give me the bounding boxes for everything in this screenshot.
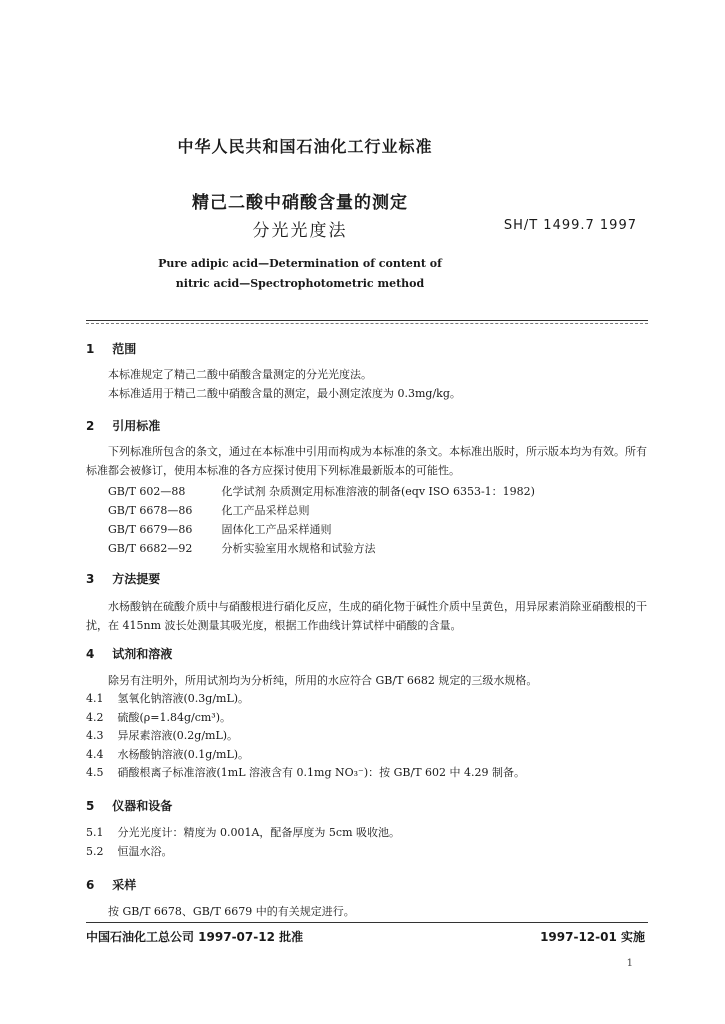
document-title-en xyxy=(0,254,600,294)
section-heading-1 xyxy=(86,340,136,357)
item-text: 异尿素溶液(0.2g/mL)。 xyxy=(117,729,239,743)
section-heading-2 xyxy=(86,417,160,434)
list-item xyxy=(86,824,400,843)
item-number: 5.2 xyxy=(86,844,104,858)
reference-code: GB/T 6682—92 xyxy=(108,542,193,555)
section-number: 6 xyxy=(86,878,95,892)
section-heading-3 xyxy=(86,570,160,587)
section-number: 3 xyxy=(86,572,95,586)
sampling-line: 按 GB/T 6678、GB/T 6679 中的有关规定进行。 xyxy=(108,905,355,918)
section-title: 方法提要 xyxy=(112,572,161,586)
section-title: 采样 xyxy=(112,878,137,892)
section-heading-4 xyxy=(86,645,172,662)
equipment-list xyxy=(86,824,400,861)
references-paragraph: 下列标准所包含的条文，通过在本标准中引用而构成为本标准的条文。本标准出版时，所示版本均为有效。所有标准都会被修订，使用本标准的各方应探讨使用下列标准最新版本的可能性。 xyxy=(86,445,647,477)
reference-list xyxy=(108,482,535,558)
item-number: 5.1 xyxy=(86,826,104,839)
reference-code: GB/T 602—88 xyxy=(108,485,186,498)
reference-title: 分析实验室用水规格和试验方法 xyxy=(221,542,376,555)
item-number: 4.1 xyxy=(86,692,104,705)
implementation-date: 1997-12-01 实施 xyxy=(540,930,645,944)
item-text: 分光光度计：精度为 0.001A，配备厚度为 5cm 吸收池。 xyxy=(117,826,401,839)
reference-item xyxy=(108,501,535,520)
list-item xyxy=(86,843,400,862)
item-text: 硫酸(ρ=1.84g/cm³)。 xyxy=(117,710,232,724)
list-item xyxy=(86,746,525,765)
item-text: 氢氧化钠溶液(0.3g/mL)。 xyxy=(117,692,250,705)
industry-standard-heading: 中华人民共和国石油化工行业标准 xyxy=(177,137,433,156)
title-en-line-2: nitric acid—Spectrophotometric method xyxy=(175,277,425,290)
reference-item xyxy=(108,520,535,539)
reference-title: 固体化工产品采样通则 xyxy=(221,523,332,536)
list-item xyxy=(86,709,525,728)
standard-number: SH/T 1499.7 1997 xyxy=(503,218,637,233)
document-title-cn: 精己二酸中硝酸含量的测定 xyxy=(192,193,408,213)
reference-code: GB/T 6678—86 xyxy=(108,504,193,517)
section-number: 1 xyxy=(86,342,95,356)
document-subtitle-cn: 分光光度法 xyxy=(252,221,348,241)
scope-line-1: 本标准规定了精己二酸中硝酸含量测定的分光光度法。 xyxy=(108,368,372,381)
item-text: 恒温水浴。 xyxy=(117,844,173,858)
list-item xyxy=(86,727,525,746)
reference-item xyxy=(108,539,535,558)
section-number: 5 xyxy=(86,799,95,813)
section-title: 仪器和设备 xyxy=(112,799,173,813)
reference-code: GB/T 6679—86 xyxy=(108,523,193,536)
header-rule xyxy=(86,320,648,321)
item-text: 硝酸根离子标准溶液(1mL 溶液含有 0.1mg NO₃⁻)：按 GB/T 602 中 4.29 制备。 xyxy=(117,766,526,780)
reagents-intro: 除另有注明外，所用试剂均为分析纯，所用的水应符合 GB/T 6682 规定的三级水规格。 xyxy=(108,674,538,687)
item-text: 水杨酸钠溶液(0.1g/mL)。 xyxy=(117,747,250,761)
title-en-line-1: Pure adipic acid—Determination of content of xyxy=(158,257,442,270)
section-title: 试剂和溶液 xyxy=(112,647,173,661)
reagent-list xyxy=(86,690,525,783)
item-number: 4.3 xyxy=(86,729,104,743)
footer-rule xyxy=(86,922,648,923)
section-title: 范围 xyxy=(112,342,137,356)
item-number: 4.2 xyxy=(86,710,104,724)
header-rule-dashed xyxy=(86,323,648,324)
method-paragraph: 水杨酸钠在硫酸介质中与硝酸根进行硝化反应，生成的硝化物于碱性介质中呈黄色，用异尿素消除亚硝酸根的干扰，在 415nm 波长处测量其吸光度，根据工作曲线计算试样中硝酸的含量。 xyxy=(86,600,647,632)
reference-title: 化工产品采样总则 xyxy=(221,504,310,517)
reference-title: 化学试剂 杂质测定用标准溶液的制备(eqv ISO 6353-1：1982) xyxy=(221,485,535,498)
approval-date: 中国石油化工总公司 1997-07-12 批准 xyxy=(86,930,304,944)
list-item xyxy=(86,690,525,709)
section-heading-5 xyxy=(86,797,172,814)
list-item xyxy=(86,764,525,783)
scope-line-2: 本标准适用于精己二酸中硝酸含量的测定，最小测定浓度为 0.3mg/kg。 xyxy=(108,387,461,400)
item-number: 4.5 xyxy=(86,766,104,780)
section-title: 引用标准 xyxy=(112,419,161,433)
item-number: 4.4 xyxy=(86,747,104,761)
reference-item xyxy=(108,482,535,501)
section-number: 4 xyxy=(86,647,95,661)
section-number: 2 xyxy=(86,419,95,433)
page-number: 1 xyxy=(626,958,633,969)
section-heading-6 xyxy=(86,876,136,893)
